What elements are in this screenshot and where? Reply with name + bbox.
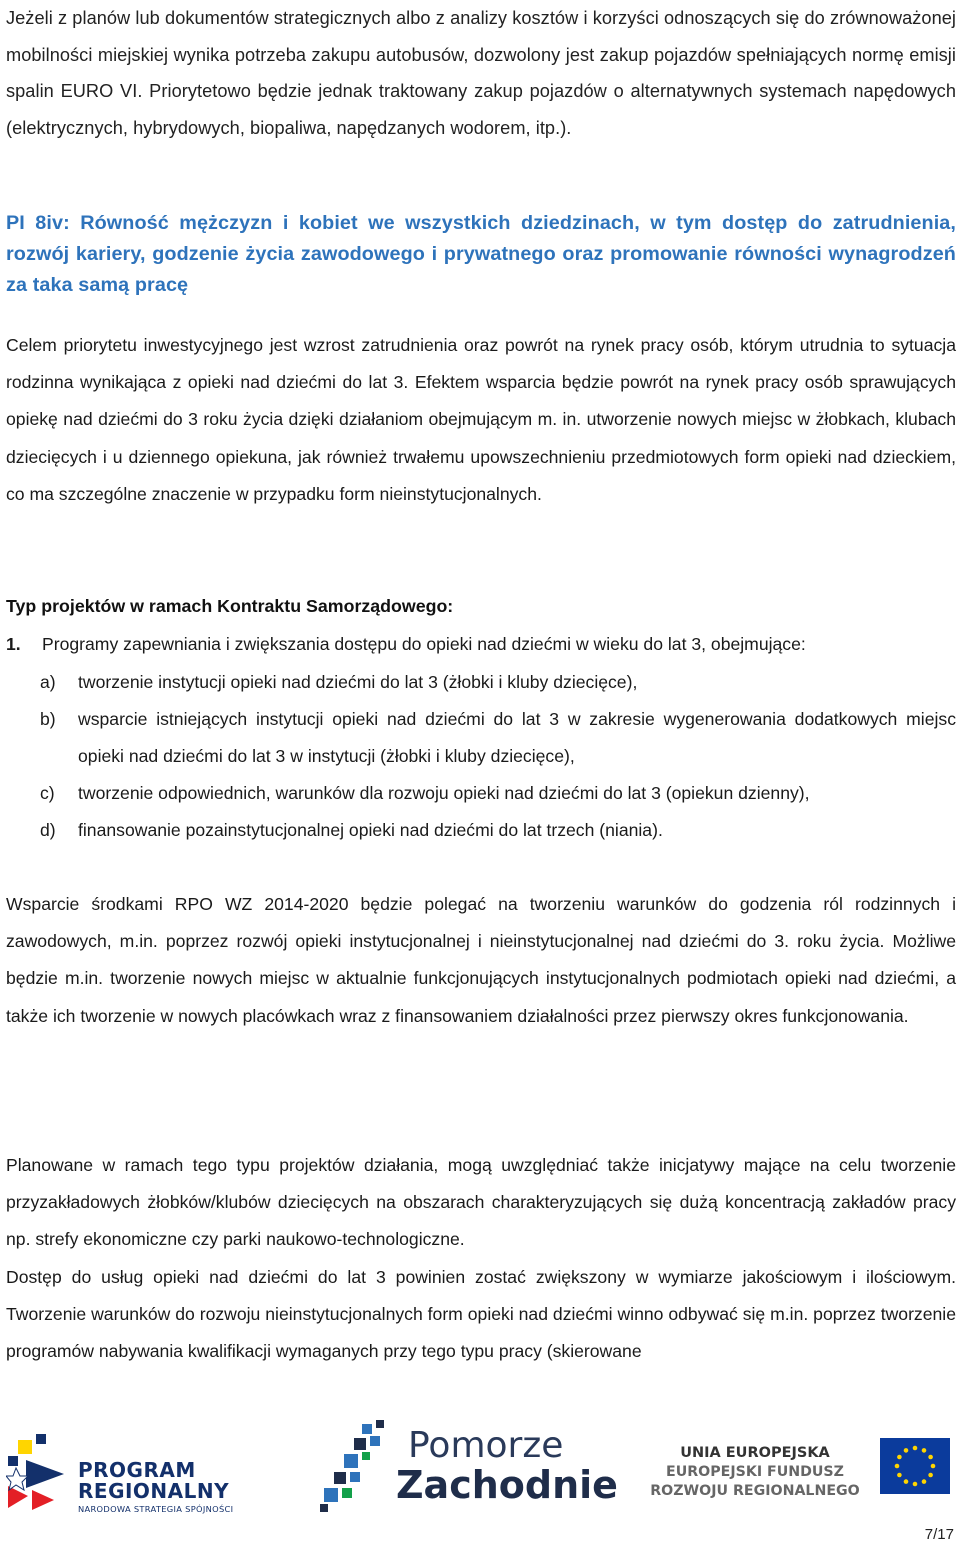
footer-logos — [0, 1420, 960, 1520]
program-regionalny-logo — [6, 1434, 246, 1514]
list-item-letter: d) — [40, 820, 56, 840]
list-item — [40, 701, 956, 775]
list-item — [40, 664, 956, 701]
eu-line3: ROZWOJU REGIONALNEGO — [650, 1483, 860, 1499]
list-item-text: wsparcie istniejących instytucji opieki nad dziećmi do lat 3 w zakresie wygenerowania dodatkowych miejsc opieki nad dziećmi do lat 3 w instytucji (żłobki i kluby dziecięce), — [78, 709, 956, 766]
list-item-letter: c) — [40, 783, 55, 803]
list-item-letter: b) — [40, 709, 56, 729]
list-item — [40, 812, 956, 849]
program-subtitle: NARODOWA STRATEGIA SPÓJNOŚCI — [78, 1504, 234, 1514]
eu-line1: UNIA EUROPEJSKA — [680, 1445, 830, 1461]
planned-paragraph: Planowane w ramach tego typu projektów działania, mogą uwzględniać także inicjatywy mające na celu tworzenie przyzakładowych żłobków/klubów dziecięcych na obszarach charakteryzujących się dużą koncentracją zakładów pracy np. strefy ekonomiczne czy parki naukowo-technologiczne. — [6, 1155, 956, 1250]
support-paragraph: Wsparcie środkami RPO WZ 2014-2020 będzie polegać na tworzeniu warunków do godzenia ról rodzinnych i zawodowych, m.in. poprzez rozwój opieki instytucjonalnej i nieinstytucjonalnej nad dziećmi do 3. roku życia. Możliwe będzie m.in. tworzenie nowych miejsc w aktualnie funkcjonujących instytucjonalnych podmiotach opieki nad dziećmi, a także ich tworzenie w nowych placówkach wraz z finansowaniem działalności przez pierwszy okres funkcjonowania. — [6, 894, 956, 1026]
intro-paragraph: Jeżeli z planów lub dokumentów strategicznych albo z analizy kosztów i korzyści odnoszących się do zrównoważonej mobilności miejskiej wynika potrzeba zakupu autobusów, dozwolony jest zakup pojazdów spełniających normę emisji spalin EURO VI. Priorytetowo będzie jednak traktowany zakup pojazdów o alternatywnych systemach napędowych (elektrycznych, hybrydowych, biopaliwa, napędzanych wodorem, itp.). — [6, 8, 956, 138]
list-item-text: tworzenie instytucji opieki nad dziećmi do lat 3 (żłobki i kluby dziecięce), — [78, 672, 638, 692]
program-line1: PROGRAM — [78, 1458, 196, 1482]
zachodnie-text: Zachodnie — [396, 1463, 618, 1507]
list-item-text: finansowanie pozainstytucjonalnej opieki nad dziećmi do lat trzech (niania). — [78, 820, 663, 840]
program-line2: REGIONALNY — [78, 1479, 230, 1503]
pomorze-zachodnie-squares-icon — [318, 1420, 398, 1514]
eu-fund-text — [650, 1444, 860, 1501]
program-item — [6, 626, 806, 663]
pomorze-text: Pomorze — [408, 1425, 564, 1466]
list-item-letter: a) — [40, 672, 56, 692]
program-sublist — [40, 664, 956, 849]
eu-line2: EUROPEJSKI FUNDUSZ — [666, 1464, 844, 1480]
program-regionalny-text — [78, 1460, 229, 1502]
list-item-text: tworzenie odpowiednich, warunków dla rozwoju opieki nad dziećmi do lat 3 (opiekun dzienny), — [78, 783, 810, 803]
eu-fund-logo — [650, 1444, 954, 1508]
priority-heading: PI 8iv: Równość mężczyzn i kobiet we wszystkich dziedzinach, w tym dostęp do zatrudnienia, rozwój kariery, godzenie życia zawodowego i prywatnego oraz promowanie równości wynagrodzeń za taka samą pracę — [6, 212, 956, 296]
program-item-number: 1. — [6, 634, 21, 654]
program-regionalny-emblem-icon — [6, 1434, 72, 1514]
goal-paragraph: Celem priorytetu inwestycyjnego jest wzrost zatrudnienia oraz powrót na rynek pracy osób, którym utrudnia to sytuacja rodzinna wynikająca z opieki nad dziećmi do lat 3. Efektem wsparcia będzie powrót na rynek pracy osób sprawujących opiekę nad dziećmi do 3 roku życia dzięki działaniom obejmującym m. in. utworzenie nowych miejsc w żłobkach, klubach dziecięcych i u dziennego opiekuna, jak również trwałemu upowszechnieniu przedmiotowych form opieki nad dzieckiem, co ma szczególne znaczenie w przypadku form nieinstytucjonalnych. — [6, 335, 956, 504]
pomorze-zachodnie-logo — [318, 1420, 618, 1514]
program-item-text: Programy zapewniania i zwiększania dostępu do opieki nad dziećmi w wieku do lat 3, obejmujące: — [42, 634, 806, 654]
access-paragraph: Dostęp do usług opieki nad dziećmi do lat 3 powinien zostać zwiększony w wymiarze jakościowym i ilościowym. Tworzenie warunków do rozwoju nieinstytucjonalnych form opieki nad dziećmi winno odbywać się m.in. poprzez tworzenie programów nabywania kwalifikacji wymaganych przy tego typu pracy (skierowane — [6, 1267, 956, 1362]
project-types-heading: Typ projektów w ramach Kontraktu Samorządowego: — [6, 596, 454, 616]
page-number: 7/17 — [924, 1526, 954, 1543]
eu-flag-icon — [880, 1438, 950, 1494]
list-item — [40, 775, 956, 812]
